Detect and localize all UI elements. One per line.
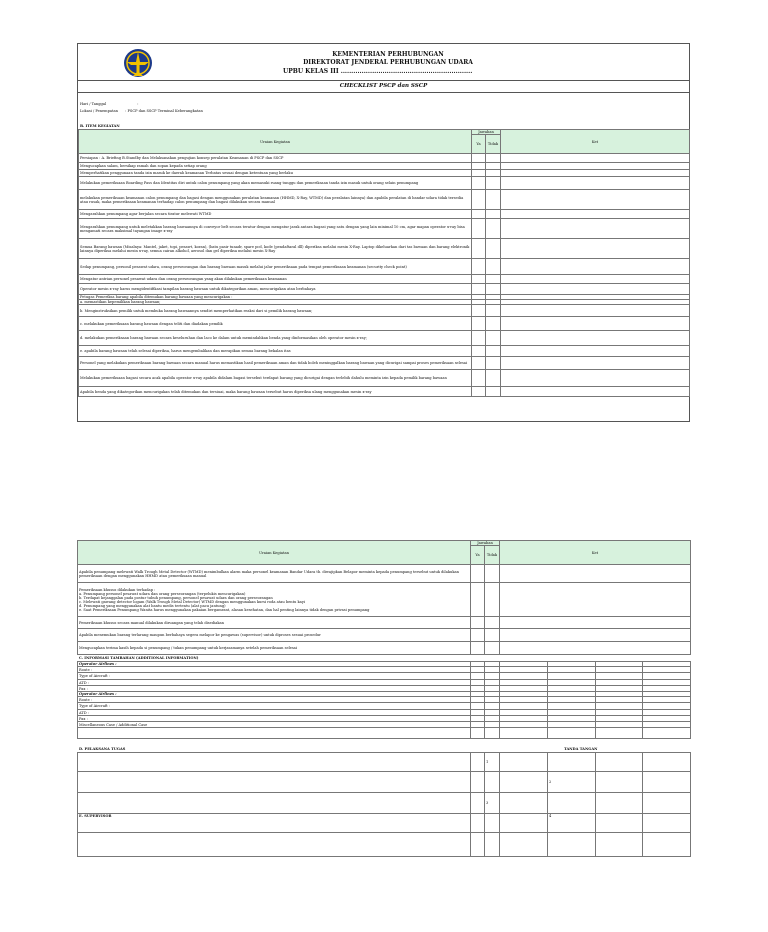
tidak-cell[interactable] xyxy=(485,642,500,655)
section-e-title: E. SUPERVISOR xyxy=(78,814,471,833)
ya-cell[interactable] xyxy=(472,170,486,177)
pax-field[interactable]: Pax : xyxy=(78,686,471,692)
table-row: Apabila penumpang melewati Walk Trough Metal Detector (WTMD) menimbulkan alarm maka personel keamanan Bandar Udara tb. diwajipkan Belapor meminta kepada penumpang tersebut untuk dilakukan pemeriksaan dengan menggunakan HHMD atau pemeriksaan manual xyxy=(78,565,471,583)
misc-case-field[interactable]: Miscellaneous Case / Additional Case xyxy=(78,722,471,728)
ya-cell[interactable] xyxy=(472,163,486,170)
ket-cell[interactable] xyxy=(500,617,691,629)
page-1 xyxy=(77,43,690,422)
table-row: Apabila benda yang dikategorikan mencurigakan telah ditemukan dan tersiuai, maka barang bawaan tersebut harus diperiksa ulang menggunakan mesin x-ray xyxy=(79,387,472,397)
ket-cell[interactable] xyxy=(501,239,690,259)
ministry-logo-icon xyxy=(121,46,155,80)
col-ya: Ya xyxy=(471,546,485,565)
col-ket: Ket xyxy=(501,130,690,154)
ket-cell[interactable] xyxy=(501,370,690,387)
table-row: Melakukan pemeriksaan bagasi secara acak apabila operator x-ray apabila didalam bagasi tersebut terdapat barang yang dicurigai dengan terlebih dahulu meminta izin kepada pemilik barang bawaan xyxy=(79,370,472,387)
tidak-cell[interactable] xyxy=(486,177,501,190)
airline-label: Operator Airlines : xyxy=(78,662,471,667)
ministry-title: KEMENTERIAN PERHUBUNGAN xyxy=(332,51,444,58)
ket-cell[interactable] xyxy=(501,219,690,239)
tidak-cell[interactable] xyxy=(486,219,501,239)
ya-cell[interactable] xyxy=(472,317,486,331)
col-ya: Ya xyxy=(472,135,486,154)
table-row: Petugas Pemeriksa barang apabila ditemukan barang bawaan yang mencurigakan : xyxy=(79,295,472,300)
pax-field[interactable]: Pax : xyxy=(78,716,471,722)
table-row: a. memastikan kepemilikan barang bawaan; xyxy=(79,300,472,305)
table-row: Persiapan : A. Briefing B.Standby dan Melaksanakan pengujian konsep peralatan Keamanan di PSCP dan SSCP xyxy=(79,154,472,163)
officer-table xyxy=(77,752,691,857)
ya-cell[interactable] xyxy=(472,239,486,259)
route-field[interactable]: Route : xyxy=(78,697,471,703)
page-2 xyxy=(77,540,690,857)
hari-label: Hari / Tanggal xyxy=(80,102,107,106)
ket-cell[interactable] xyxy=(501,259,690,275)
col-jawaban: Jawaban xyxy=(472,130,501,135)
lokasi-label: Lokasi / Penempatan xyxy=(80,109,118,113)
activity-table xyxy=(78,129,690,397)
officer-name-field[interactable] xyxy=(78,753,471,772)
additional-info-table xyxy=(77,661,691,739)
ya-cell[interactable] xyxy=(471,642,485,655)
tidak-cell[interactable] xyxy=(486,170,501,177)
tidak-cell[interactable] xyxy=(486,259,501,275)
sign-field-4[interactable] xyxy=(548,814,596,833)
ket-cell[interactable] xyxy=(501,210,690,219)
ket-cell[interactable] xyxy=(500,642,691,655)
tidak-cell[interactable] xyxy=(486,387,501,397)
tidak-cell[interactable] xyxy=(486,331,501,346)
table-row: Mengarahkan penumpang untuk meletakkan barang bawaannya di conveyor belt secara teratur dengan mengatur jarak antara bagasi yang satu dengan yang lain minimal 10 cm, agar mapan operator x-ray bisa mengamati secara maksimal tayangan image x-ray xyxy=(79,219,472,239)
officer-name-field[interactable] xyxy=(78,793,471,814)
officer-name-field[interactable] xyxy=(78,772,471,793)
hari-value: : xyxy=(137,102,139,106)
section-d-title: D. PELAKSANA TUGAS xyxy=(79,747,126,751)
sign-field-3[interactable] xyxy=(485,793,500,814)
ket-cell[interactable] xyxy=(501,317,690,331)
ket-cell[interactable] xyxy=(501,170,690,177)
tidak-cell[interactable] xyxy=(485,617,500,629)
ket-cell[interactable] xyxy=(501,357,690,370)
sign-number: 4 xyxy=(549,814,552,818)
ket-cell[interactable] xyxy=(501,305,690,317)
route-field[interactable]: Route : xyxy=(78,667,471,673)
ket-cell[interactable] xyxy=(501,177,690,190)
atd-field[interactable]: ATD : xyxy=(78,710,471,716)
activity-table-continued xyxy=(77,540,691,655)
col-tidak: Tidak xyxy=(486,135,501,154)
ya-cell[interactable] xyxy=(472,210,486,219)
tidak-cell[interactable] xyxy=(486,210,501,219)
ya-cell[interactable] xyxy=(471,629,485,642)
ya-cell[interactable] xyxy=(471,617,485,629)
ket-cell[interactable] xyxy=(501,346,690,357)
tidak-cell[interactable] xyxy=(486,239,501,259)
ya-cell[interactable] xyxy=(472,275,486,284)
sign-number: 1 xyxy=(486,760,489,764)
ya-cell[interactable] xyxy=(472,190,486,210)
sign-number: 3 xyxy=(486,801,489,805)
col-jawaban: Jawaban xyxy=(471,541,500,546)
table-row: Pemeriksaan khusus secara manual dilakukan diruangan yang telah disediakan xyxy=(78,617,471,629)
sign-field-1[interactable] xyxy=(485,753,500,772)
tidak-cell[interactable] xyxy=(486,317,501,331)
lokasi-value: : PSCP dan SSCP Terminal Keberangkatan xyxy=(125,109,203,113)
table-row: Mengatur antrian personel pesawat udara dan orang perseorangan yang akan dilakukan pemeriksaan keamanan xyxy=(79,275,472,284)
ket-cell[interactable] xyxy=(501,284,690,295)
supervisor-name-field[interactable] xyxy=(78,833,471,857)
signature-heading: TANDA TANGAN xyxy=(564,747,598,751)
section-c-title: C. INFORMASI TAMBAHAN (ADDITIONAL INFORMATION) xyxy=(79,656,199,660)
table-row: melakukan pemeriksaan keamanan calon penumpang dan bagasi dengan menggunakan peralatan keamanan (HHMD, X-Ray, WTMD) dan peralatan lainnya) dan apabila peralatan di bandar udara tidak tersedia atau rusak, maka pemeriksaan keamanan terhadap calon penumpang dan bagasi dilakukan secara manual xyxy=(79,190,472,210)
ket-cell[interactable] xyxy=(501,275,690,284)
table-row: Semua Barang bawaan (Misalnya: Mantel, jaket, topi, pesawt, koran), (batu pasir tunadr, spare pcd, kode (pendaftaral dll) diperiksa melalui mesin X-Ray. Laptop dikeluarkan dari tas bawaan dan barang elektronik lainnya diperiksa melalui mesin x-ray, semua cairan alkohol, aerosol dan gel diperiksa melalui mesin X-Ray xyxy=(79,239,472,259)
table-row: b. Menginstruksikan pemilik untuk membuka barang bawaannya sendiri memperhatikan reaksi dari si pemilik barang bawaan; xyxy=(79,305,472,317)
sign-field-2[interactable] xyxy=(548,772,596,793)
ya-cell[interactable] xyxy=(472,331,486,346)
table-row: Personel yang melakukan pemeriksaan barang bawaan secara manual harus memastikan hasil pemeriksaan aman dan tidak boleh meninggalkan barang bawaan yang dicurigai sampai proses pemeriksaan selesai xyxy=(79,357,472,370)
ket-cell[interactable] xyxy=(500,583,691,617)
table-row: Sedap penumpang, personil pesawat udara, orang perseorangan dan barang bawaan masuk melalui jalur pemeriksaan pada tempat pemeriksaan keamanan (security check point) xyxy=(79,259,472,275)
ya-cell[interactable] xyxy=(472,259,486,275)
table-row: Mengucapkan salam, bersikap ramah dan sopan kepada setiap orang xyxy=(79,163,472,170)
ket-cell[interactable] xyxy=(501,331,690,346)
table-row: Apabila menemukan barang terlarang maupun berbahaya segera melapor ke pengawas (supervisor) untuk diproses sesuai prosedur xyxy=(78,629,471,642)
ya-cell[interactable] xyxy=(471,565,485,583)
tidak-cell[interactable] xyxy=(486,357,501,370)
col-ket: Ket xyxy=(500,541,691,565)
table-row: d. melakukan pemeriksaan barang bawaan secara keseluruhan dan laco ke dalam untuk memindahkan benda yang dinformasikan oleh operator mesin x-ray; xyxy=(79,331,472,346)
directorate-title: DIREKTORAT JENDERAL PERHUBUNGAN UDARA xyxy=(303,59,473,66)
section-b-title: B. ITEM KEGIATAN xyxy=(80,124,120,128)
col-uraian: Uraian Kegiatan xyxy=(79,130,472,154)
table-row: Pemeriksaan khusus dilakukan terhadap : a. Penumpang personel pesawat udara dan orang perseorangan (terpelukis mencurigakan) b. Terdapat kejanggalan pada postur tubuh penumpang, personel pesawat udara dan orang perseorangan c. Melewati gawang detector logam (Walk Trough Metal Detector) WTMD dengan menggunakan kursi roda atau bentu kayi d. Penumpang yang menggunakan alat bantu medis tertentu (alat pacu jantung) e. Saat Pemeriksaan Penumpang Wanita harus menggunakan pakaian bergamrant, alasan kesehatan, dan hal penting lainnya tidak dengan privasi penumpang xyxy=(78,583,471,617)
tidak-cell[interactable] xyxy=(485,583,500,617)
tidak-cell[interactable] xyxy=(486,305,501,317)
ket-cell[interactable] xyxy=(501,387,690,397)
tidak-cell[interactable] xyxy=(486,275,501,284)
tidak-cell[interactable] xyxy=(486,284,501,295)
table-row: c. melakukan pemeriksaan barang bawaan dengan teliti dan diadakan pemilik xyxy=(79,317,472,331)
ya-cell[interactable] xyxy=(472,219,486,239)
checklist-title: CHECKLIST PSCP dan SSCP xyxy=(339,83,428,89)
ya-cell[interactable] xyxy=(472,370,486,387)
tidak-cell[interactable] xyxy=(486,190,501,210)
sign-number: 2 xyxy=(549,780,552,784)
tidak-cell[interactable] xyxy=(485,629,500,642)
tidak-cell[interactable] xyxy=(485,565,500,583)
ya-cell[interactable] xyxy=(472,305,486,317)
ya-cell[interactable] xyxy=(472,154,486,163)
ya-cell[interactable] xyxy=(471,583,485,617)
ket-cell[interactable] xyxy=(501,163,690,170)
table-row: e. apabila barang bawaan telah selesai diperiksa, harus mengembalikan dan merapikan semua barang bekalan itas xyxy=(79,346,472,357)
table-row: Mengarahkan penumpang agar berjalan secara tiratur melewati WTMD xyxy=(79,210,472,219)
col-tidak: Tidak xyxy=(485,546,500,565)
ya-cell[interactable] xyxy=(472,177,486,190)
atd-field[interactable]: ATD : xyxy=(78,680,471,686)
ket-cell[interactable] xyxy=(501,154,690,163)
tidak-cell[interactable] xyxy=(486,370,501,387)
ya-cell[interactable] xyxy=(472,387,486,397)
ya-cell[interactable] xyxy=(472,284,486,295)
col-uraian: Uraian Kegiatan xyxy=(78,541,471,565)
table-row: Mengucapkan terima kasih kepada si penumpang / tukan penumpang untuk kerjasamanya setelah pemeriksaan selesai xyxy=(78,642,471,655)
aircraft-type-field[interactable]: Type of Aircraft : xyxy=(78,703,471,710)
ket-cell[interactable] xyxy=(500,629,691,642)
table-row: Melakukan pemeriksaan Boarding Pass dan Identitas diri untuk calon penumpang yang akan memasuki ruang tunggu dan pemeriksaan tanda izin masuk untuk orang selain penumpang xyxy=(79,177,472,190)
table-row: Memperhatikan penggunaan tanda izin masuk ke daerah keamanan Terbatas sesuai dengan ketentuan yang berlaku xyxy=(79,170,472,177)
tidak-cell[interactable] xyxy=(486,346,501,357)
table-row: Operator mesin x-ray harus mengidentifikasi tampilan barang bawaan untuk dikategorikan aman, mencurigakan atau berbahaya xyxy=(79,284,472,295)
upbu-title: UPBU KELAS III ............................................................... xyxy=(283,68,473,75)
ket-cell[interactable] xyxy=(501,190,690,210)
tidak-cell[interactable] xyxy=(486,154,501,163)
aircraft-type-field[interactable]: Type of Aircraft : xyxy=(78,673,471,680)
ya-cell[interactable] xyxy=(472,357,486,370)
airline-label: Operator Airlines : xyxy=(78,692,471,697)
ya-cell[interactable] xyxy=(472,346,486,357)
tidak-cell[interactable] xyxy=(486,163,501,170)
ket-cell[interactable] xyxy=(500,565,691,583)
